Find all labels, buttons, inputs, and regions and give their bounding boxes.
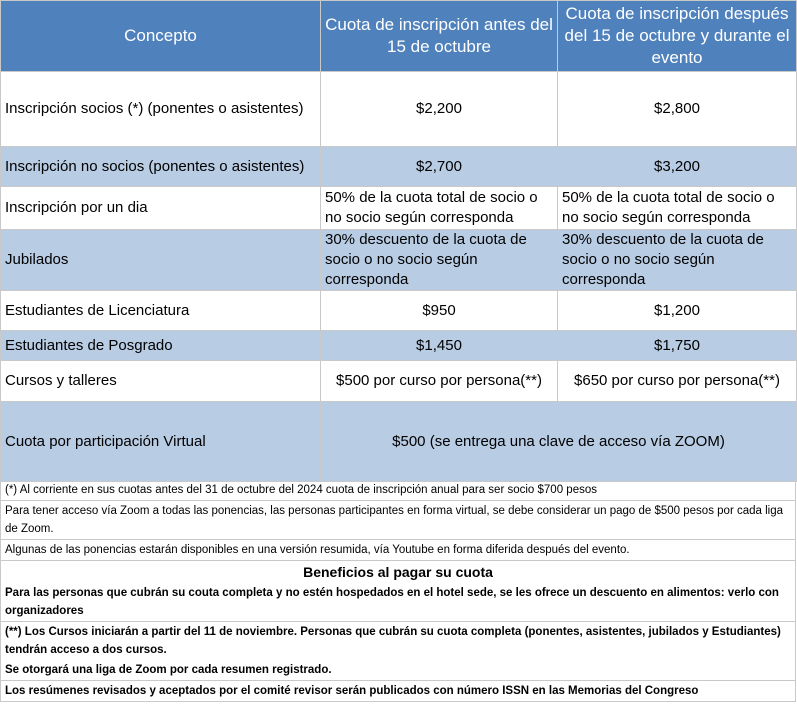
header-concept: Concepto [1, 1, 321, 72]
row-concept: Estudiantes de Posgrado [1, 331, 321, 361]
row-concept: Cuota por participación Virtual [1, 402, 321, 482]
row-before: $2,700 [321, 147, 558, 187]
table-header-row [1, 1, 797, 72]
note-courses: (**) Los Cursos iniciarán a partir del 11 de noviembre. Personas que cubrán su cuota completa (ponentes, asistentes, jubilados y Estudiantes) tendrán acceso a dos cursos. [0, 622, 796, 660]
row-concept: Inscripción por un dia [1, 187, 321, 230]
row-concept: Cursos y talleres [1, 361, 321, 402]
row-virtual-fee: $500 (se entrega una clave de acceso vía ZOOM) [321, 402, 797, 482]
table-row [1, 187, 797, 230]
table-row [1, 230, 797, 291]
row-concept: Estudiantes de Licenciatura [1, 291, 321, 331]
table-row [1, 72, 797, 147]
row-before: 50% de la cuota total de socio o no socio según corresponda [321, 187, 558, 230]
row-after: $1,200 [558, 291, 797, 331]
row-concept: Inscripción no socios (ponentes o asistentes) [1, 147, 321, 187]
row-after: 30% descuento de la cuota de socio o no socio según corresponda [558, 230, 797, 291]
table-row [1, 291, 797, 331]
table-row [1, 402, 797, 482]
note-youtube: Algunas de las ponencias estarán disponibles en una versión resumida, vía Youtube en forma diferida después del evento. [0, 540, 796, 561]
table-row [1, 361, 797, 402]
row-concept: Inscripción socios (*) (ponentes o asistentes) [1, 72, 321, 147]
benefits-title: Beneficios al pagar su cuota [0, 561, 796, 583]
row-before: $500 por curso por persona(**) [321, 361, 558, 402]
row-after: $3,200 [558, 147, 797, 187]
note-zoom-access: Para tener acceso vía Zoom a todas las ponencias, las personas participantes en forma virtual, se debe considerar un pago de $500 pesos por cada liga de Zoom. [0, 501, 796, 540]
note-food-discount: Para las personas que cubrán su couta completa y no estén hospedados en el hotel sede, se les ofrece un descuento en alimentos: verlo con organizadores [0, 583, 796, 622]
header-after: Cuota de inscripción después del 15 de octubre y durante el evento [558, 1, 797, 72]
row-concept: Jubilados [1, 230, 321, 291]
note-issn: Los resúmenes revisados y aceptados por el comité revisor serán publicados con número ISSN en las Memorias del Congreso [0, 681, 796, 702]
notes-section [0, 480, 796, 702]
row-after: $1,750 [558, 331, 797, 361]
row-after: 50% de la cuota total de socio o no socio según corresponda [558, 187, 797, 230]
row-after: $650 por curso por persona(**) [558, 361, 797, 402]
row-before: $1,450 [321, 331, 558, 361]
table-row [1, 331, 797, 361]
row-before: $950 [321, 291, 558, 331]
row-before: $2,200 [321, 72, 558, 147]
note-membership: (*) Al corriente en sus cuotas antes del 31 de octubre del 2024 cuota de inscripción anual para ser socio $700 pesos [0, 480, 796, 501]
note-zoom-link: Se otorgará una liga de Zoom por cada resumen registrado. [0, 660, 796, 681]
row-before: 30% descuento de la cuota de socio o no socio según corresponda [321, 230, 558, 291]
header-before: Cuota de inscripción antes del 15 de octubre [321, 1, 558, 72]
row-after: $2,800 [558, 72, 797, 147]
table-row [1, 147, 797, 187]
